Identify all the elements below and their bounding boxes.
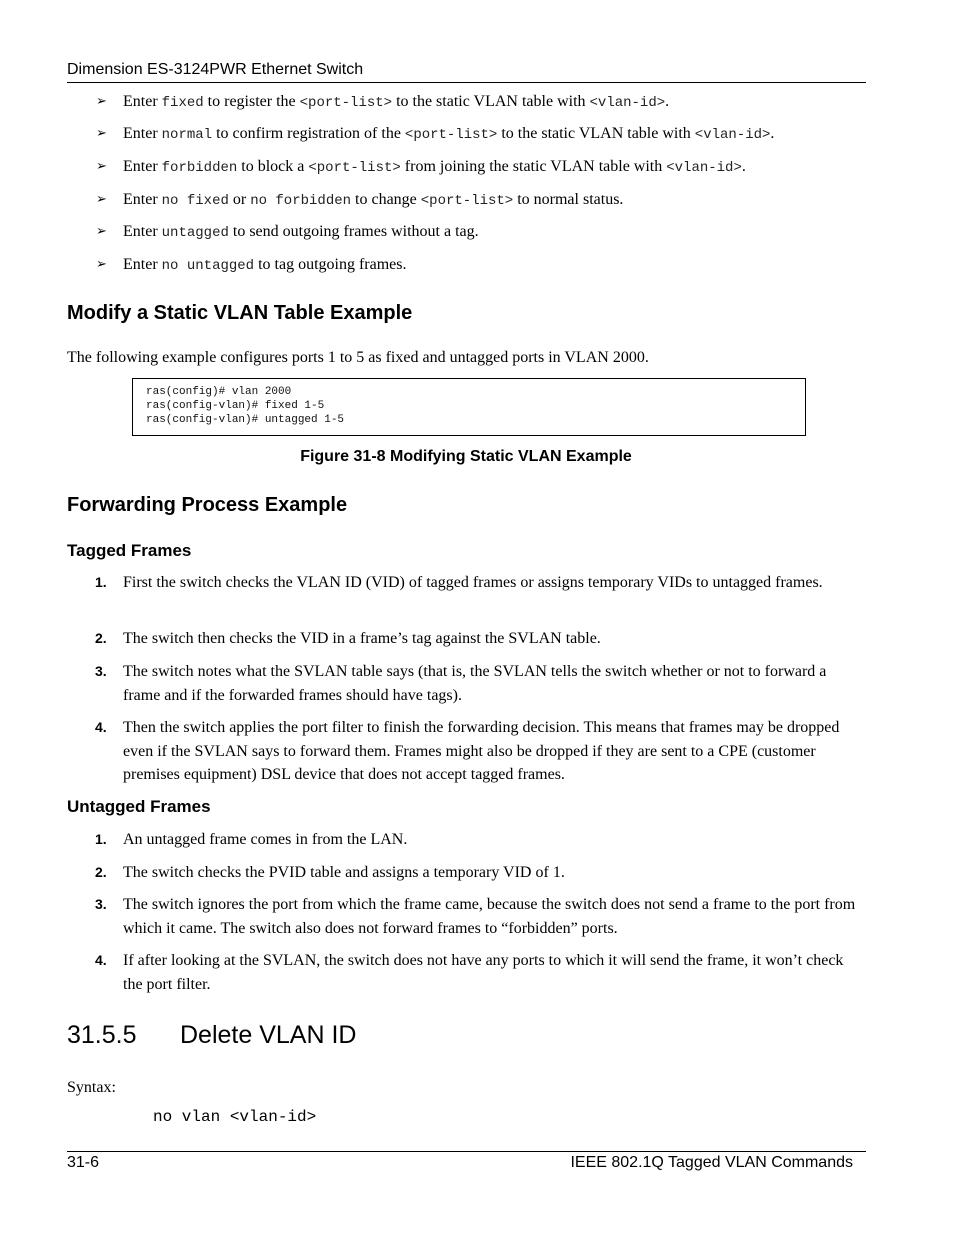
header-rule [67,82,866,83]
inline-code: <port-list> [404,127,498,143]
list-item: The switch then checks the VID in a frame’s tag against the SVLAN table. [123,630,601,647]
page-number: 31-6 [67,1154,100,1171]
list-item: An untagged frame comes in from the LAN. [123,831,408,848]
code-example-box [132,378,806,436]
inline-code: <vlan-id> [694,127,771,143]
list-number: 4. [95,719,107,735]
inline-code: <port-list> [420,193,514,209]
inline-code: untagged [161,225,229,241]
bullet-arrow-icon: ➢ [96,257,107,272]
list-number: 2. [95,630,107,646]
list-number: 1. [95,574,107,590]
list-number: 3. [95,663,107,679]
inline-code: <vlan-id> [666,160,742,176]
code-line: ras(config)# vlan 2000 [146,386,292,398]
bullet-arrow-icon: ➢ [96,192,107,207]
code-line: ras(config-vlan)# fixed 1-5 [146,400,325,412]
bullet-arrow-icon: ➢ [96,126,107,141]
list-item: The switch ignores the port from which the frame came, because the switch does not send a frame to the port from which it came. The switch also does not forward frames to “forbidden” ports. [123,896,856,937]
inline-code: <vlan-id> [589,95,666,111]
subheading-tagged-frames: Tagged Frames [67,541,192,560]
list-item: The switch notes what the SVLAN table says (that is, the SVLAN tells the switch whether or not to forward a frame and if the forwarded frames should have tags). [123,663,827,704]
bullet-arrow-icon: ➢ [96,94,107,109]
subheading-untagged-frames: Untagged Frames [67,797,211,816]
bullet-arrow-icon: ➢ [96,159,107,174]
bullet-arrow-icon: ➢ [96,224,107,239]
syntax-code: no vlan <vlan-id> [153,1108,317,1126]
list-item: First the switch checks the VLAN ID (VID) of tagged frames or assigns temporary VIDs to untagged frames. [123,574,823,591]
intro-paragraph: The following example configures ports 1 to 5 as fixed and untagged ports in VLAN 2000. [67,349,649,366]
section-number: 31.5.5 [67,1021,137,1049]
list-number: 1. [95,831,107,847]
section-heading-forwarding: Forwarding Process Example [67,494,348,516]
section-heading-modify: Modify a Static VLAN Table Example [67,302,413,324]
code-line: ras(config-vlan)# untagged 1-5 [146,414,345,426]
footer-rule [67,1151,866,1152]
list-number: 4. [95,952,107,968]
figure-caption: Figure 31-8 Modifying Static VLAN Example [300,448,632,465]
inline-code: no forbidden [250,193,352,209]
inline-code: forbidden [161,160,238,176]
inline-code: normal [161,127,213,143]
inline-code: no untagged [161,258,255,274]
list-item: Then the switch applies the port filter to finish the forwarding decision. This means that frames may be dropped even if the SVLAN says to forward them. Frames might also be dropped if they are sent to a CPE (customer premises equipment) DSL device that does not accept tagged frames. [123,719,840,783]
inline-code: fixed [161,95,204,111]
document-page: Dimension ES-3124PWR Ethernet Switch ➢ Enter fixed to register the <port-list> to the static VLAN table with <vlan-id>. ➢ Enter normal to confirm registration of the <port-list> to the static VLAN table with <vlan-id>. ➢ Enter forbidden to block a <port-list> from joining the static VLAN table with <vlan-id>. ➢ Enter no fixed or no forbidden to change <port-list> to normal status. ➢ Enter untagged to send outgoing frames without a tag. ➢ Enter no untagged to tag outgoing frames. Modify a Static VLAN Table Example The following example configures ports 1 to 5 as fixed and untagged ports in VLAN 2000. ras(config)# vlan 2000 ras(config-vlan)# fixed 1-5 ras(config-vlan)# untagged 1-5 Figure 31-8 Modifying Static VLAN Example Forwarding Process Example Tagged Frames 1. First the switch checks the VLAN ID (VID) of tagged frames or assigns temporary VIDs to untagged frames. 2. The switch then checks the VID in a frame’s tag against the SVLAN table. 3. The switch notes what the SVLAN table says (that is, the SVLAN tells the switch whether or not to forward a frame and if the forwarded frames should have tags). 4. Then the switch applies the port filter to finish the forwarding decision. This means that frames may be dropped even if the SVLAN says to forward them. Frames might also be dropped if they are sent to a CPE (customer premises equipment) DSL device that does not accept tagged frames. Untagged Frames 1. An untagged frame comes in from the LAN. 2. The switch checks the PVID table and assigns a temporary VID of 1. 3. The switch ignores the port from which the frame came, because the switch does not send a frame to the port from which it came. The switch also does not forward frames to “forbidden” ports. 4. If after looking at the SVLAN, the switch does not have any ports to which it will send the frame, it won’t check the port filter. 31.5.5 Delete VLAN ID Syntax: no vlan <vlan-id> 31-6 IEEE 802.1Q Tagged VLAN Commands [0,0,954,1235]
inline-code: <port-list> [299,95,393,111]
inline-code: <port-list> [308,160,401,176]
list-item: If after looking at the SVLAN, the switch does not have any ports to which it will send the frame, it won’t check the port filter. [123,952,844,993]
chapter-title: IEEE 802.1Q Tagged VLAN Commands [570,1154,853,1171]
list-item: The switch checks the PVID table and assigns a temporary VID of 1. [123,864,565,881]
list-number: 3. [95,896,107,912]
running-header: Dimension ES-3124PWR Ethernet Switch [67,61,364,78]
syntax-label: Syntax: [67,1079,116,1096]
section-title: Delete VLAN ID [180,1021,357,1049]
list-number: 2. [95,864,107,880]
inline-code: no fixed [161,193,229,209]
